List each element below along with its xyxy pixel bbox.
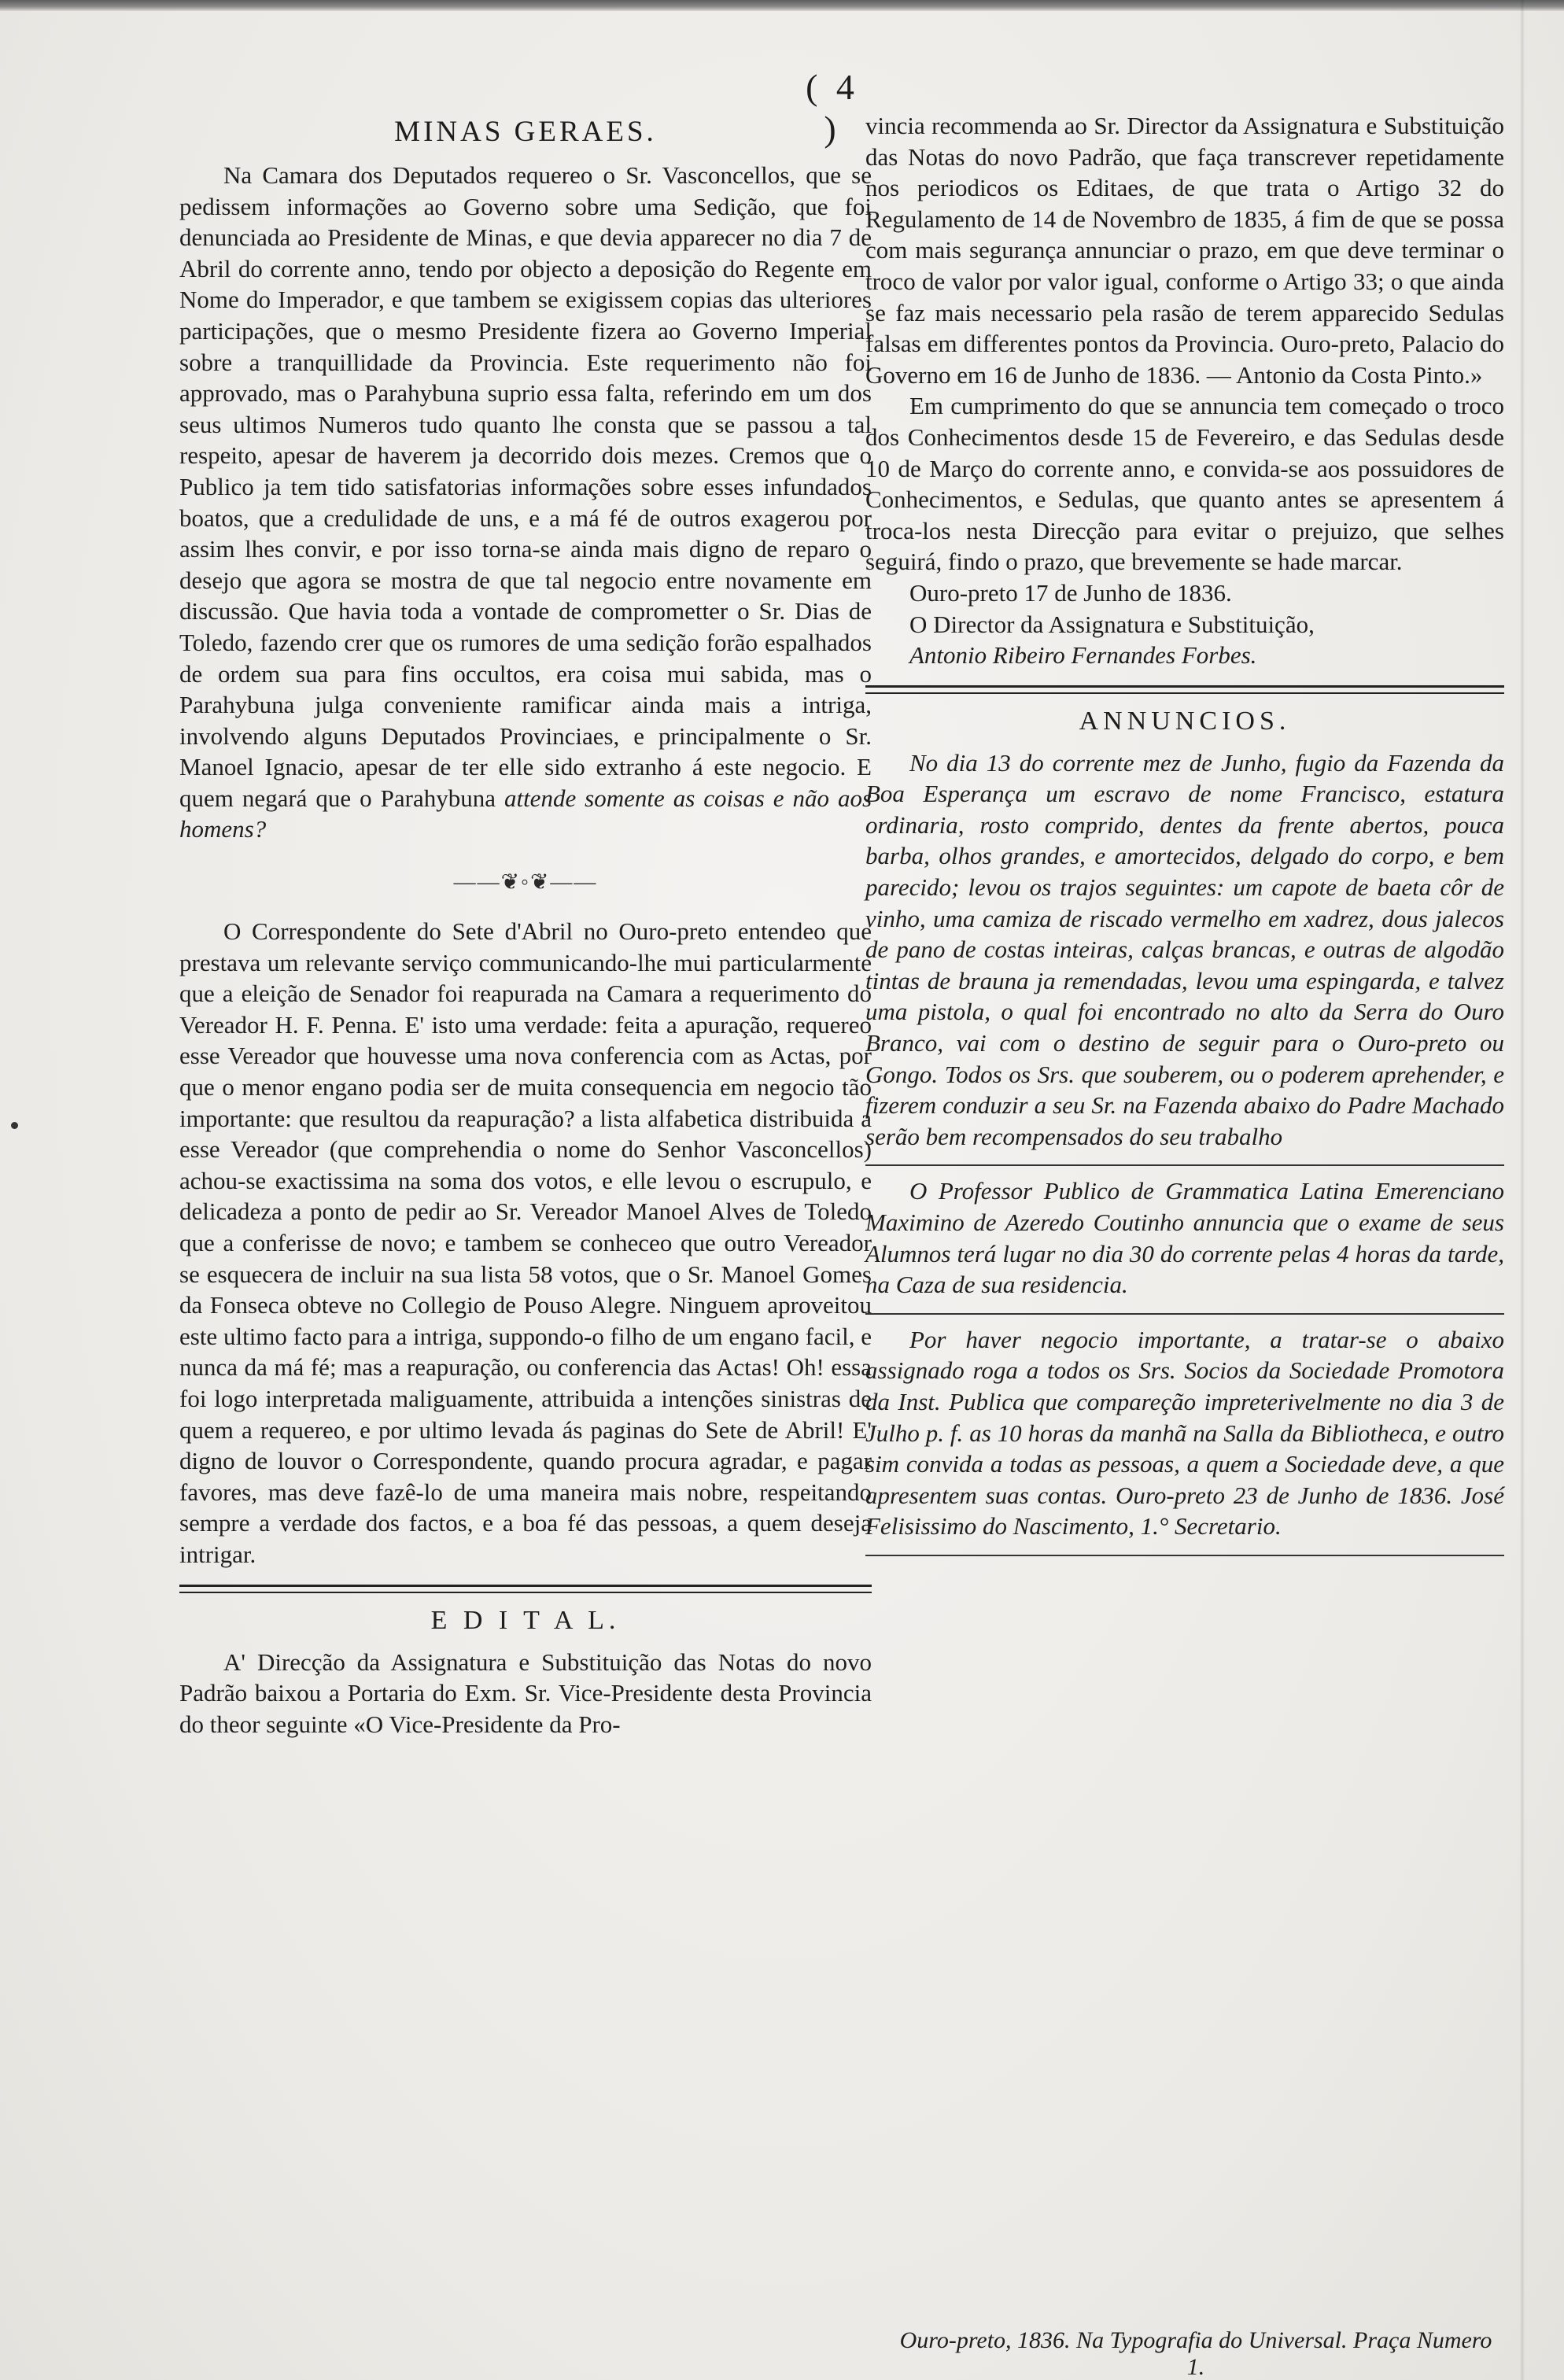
margin-mark: [11, 1122, 18, 1129]
director-signature: Antonio Ribeiro Fernandes Forbes.: [909, 641, 1257, 670]
director-line: O Director da Assignatura e Substituição,: [909, 610, 1315, 638]
ad-escravo-fugido: No dia 13 do corrente mez de Junho, fugio da Fazenda da Boa Esperança um escravo de nome Francisco, estatura ordinaria, rosto comprido, dentes da frente abertos, pouca barba, olhos grandes, e amortecidos, delgado do corpo, e bem parecido; levou os trajos seguintes: um capote de baeta côr de vinho, uma camiza de riscado vermelho em xadrez, dous jalecos de pano de costas inteiras, calças brancas, e outras de algodão tintas de brauna ja remendadas, levou uma espingarda, e talvez uma pistola, o qual foi encontrado no alto da Serra do Ouro Branco, vai com o destino de seguir para o Ouro-preto ou Gongo. Todos os Srs. que souberem, ou o poderem aprehender, e fizerem conduzir a seu Sr. na Fazenda abaixo do Padre Machado serão bem recompensados do seu trabalho: [865, 748, 1504, 1150]
article-correspondente: O Correspondente do Sete d'Abril no Ouro-preto entendeo que prestava um relevante serviço communicando-lhe mui particularmente que a eleição de Senador foi reapurada na Camara a requerimento do Vereador H. F. Penna. E' isto uma verdade: feita a apuração, requereo esse Vereador que houvesse uma nova conferencia com as Actas, por que o menor engano podia ser de muita consequencia em negocio tão importante: que resultou da reapuração? a lista alfabetica distribuida a esse Vereador (que comprehendia o nome do Senhor Vasconcellos) achou-se exactissima na soma dos votos, e elle levou o escrupulo, e delicadeza a ponto de pedir ao Sr. Vereador Manoel Alves de Toledo que a conferisse de novo; e tambem se conheceo que outro Vereador se esquecera de incluir na sua lista 58 votos, que o Sr. Manoel Gomes da Fonseca obteve no Collegio de Pouso Alegre. Ninguem aproveitou este ultimo facto para a intriga, suppondo-o filho de um engano facil, e nunca da má fé; mas a reapuração, ou conferencia das Actas! Oh! essa foi logo interpretada maliguamente, attribuida a intenções sinistras de quem a requereo, e por ultimo levada ás paginas do Sete de Abril! E' digno de louvor o Correspondente, quando procura agradar, e pagar favores, mas deve fazê-lo de uma maneira mais nobre, respeitando sempre a verdade dos factos, e a boa fé das pessoas, a quem deseja intrigar.: [179, 917, 872, 1568]
article-camara-deputados: [179, 160, 872, 845]
edital-paragraph: A' Direcção da Assignatura e Substituição das Notas do novo Padrão baixou a Portaria do Exm. Sr. Vice-Presidente desta Provincia do theor seguinte «O Vice-Presidente da Pro-: [179, 1648, 872, 1738]
article-camara-text: Na Camara dos Deputados requereo o Sr. Vasconcellos, que se pedissem informações ao Governo sobre uma Sedição, que foi denunciada ao Presidente de Minas, e que devia apparecer no dia 7 de Abril do corrente anno, tendo por objecto a deposição do Regente em Nome do Imperador, e que tambem se exigissem copias das ulteriores participações, que o mesmo Presidente fizera ao Governo Imperial sobre a tranquillidade da Provincia. Este requerimento não foi approvado, mas o Parahybuna suprio essa falta, referindo em um dos seus ultimos Numeros tudo quanto lhe consta que se passou a tal respeito, apesar de haverem ja decorrido dois mezes. Cremos que o Publico ja tem tido satisfatorias informações sobre esses infundados boatos, que a credulidade de uns, e a má fé de outros exagerou por assim lhes convir, e por isso torna-se ainda mais digno de reparo o desejo que agora se mostra de que tal negocio entre novamente em discussão. Que havia toda a vontade de comprometter o Sr. Dias de Toledo, fazendo crer que os rumores de uma sedição forão espalhados de ordem sua para fins occultos, era coisa mui sabida, mas o Parahybuna julga conveniente ramificar ainda mais a intriga, involvendo alguns Deputados Provinciaes, e principalmente o Sr. Manoel Ignacio, apesar de ter elle sido extranho á este negocio. E quem negará que o Parahybuna: [179, 161, 872, 812]
annuncios-heading: ANNUNCIOS.: [1079, 706, 1291, 736]
page-number: ( 4 ): [806, 67, 859, 149]
page-fold: [1520, 0, 1525, 2380]
ornament-divider: ——❦◦❦——: [453, 870, 598, 895]
ad-rule-1: [865, 1164, 1504, 1166]
section-heading-minas-geraes: MINAS GERAES.: [394, 116, 657, 148]
edital-heading: E D I T A L.: [430, 1605, 621, 1635]
imprint-rule: [865, 1555, 1504, 1556]
cumprimento-paragraph: Em cumprimento do que se annuncia tem começado o troco dos Conhecimentos desde 15 de Fevereiro, e das Sedulas desde 10 de Março do corrente anno, e convida-se aos possuidores de Conhecimentos, e Sedulas, que quanto antes se apresentem á troca-los nesta Direcção para evitar o prejuizo, que selhes seguirá, findo o prazo, que brevemente se hade marcar.: [865, 392, 1504, 576]
edital-continuation: vincia recommenda ao Sr. Director da Assignatura e Substituição das Notas do novo Padrão, que faça transcrever repetidamente nos periodicos os Editaes, de que trata o Artigo 32 do Regulamento de 14 de Novembro de 1835, á fim de que se possa com mais segurança annunciar o prazo, em que deve terminar o troco de valor por valor igual, conforme o Artigo 33; o que ainda se faz mais necessario pela rasão de terem apparecido Sedulas falsas em differentes pontos da Provincia. Ouro-preto, Palacio do Governo em 16 de Junho de 1836. — Antonio da Costa Pinto.»: [865, 112, 1504, 389]
edital-date-line: Ouro-preto 17 de Junho de 1836.: [909, 578, 1232, 607]
section-rule: [179, 1585, 872, 1593]
top-edge-shadow: [0, 0, 1564, 11]
ad-sociedade-promotora: Por haver negocio importante, a tratar-se o abaixo assignado roga a todos os Srs. Socios da Sociedade Promotora da Inst. Publica que compareção impreterivelmente no dia 3 de Julho p. f. as 10 horas da manhã na Salla da Bibliotheca, e outro sim convida a todas as pessoas, a quem a Sociedade deve, a que apresentem suas contas. Ouro-preto 23 de Junho de 1836. José Felisissimo do Nascimento, 1.° Secretario.: [865, 1325, 1504, 1541]
printer-imprint: Ouro-preto, 1836. Na Typografia do Universal. Praça Numero 1.: [899, 2327, 1492, 2380]
article-camara-italic-end: attende somente as coisas e não aos homens?: [179, 784, 872, 843]
ad-professor-latim: O Professor Publico de Grammatica Latina Emerenciano Maximino de Azeredo Coutinho annuncia que o exame de seus Alumnos terá lugar no dia 30 do corrente pelas 4 horas da tarde, na Caza de sua residencia.: [865, 1177, 1504, 1299]
ad-rule-2: [865, 1313, 1504, 1315]
right-column: [865, 110, 1504, 1566]
annuncios-rule: [865, 685, 1504, 694]
left-column: [179, 102, 872, 1740]
